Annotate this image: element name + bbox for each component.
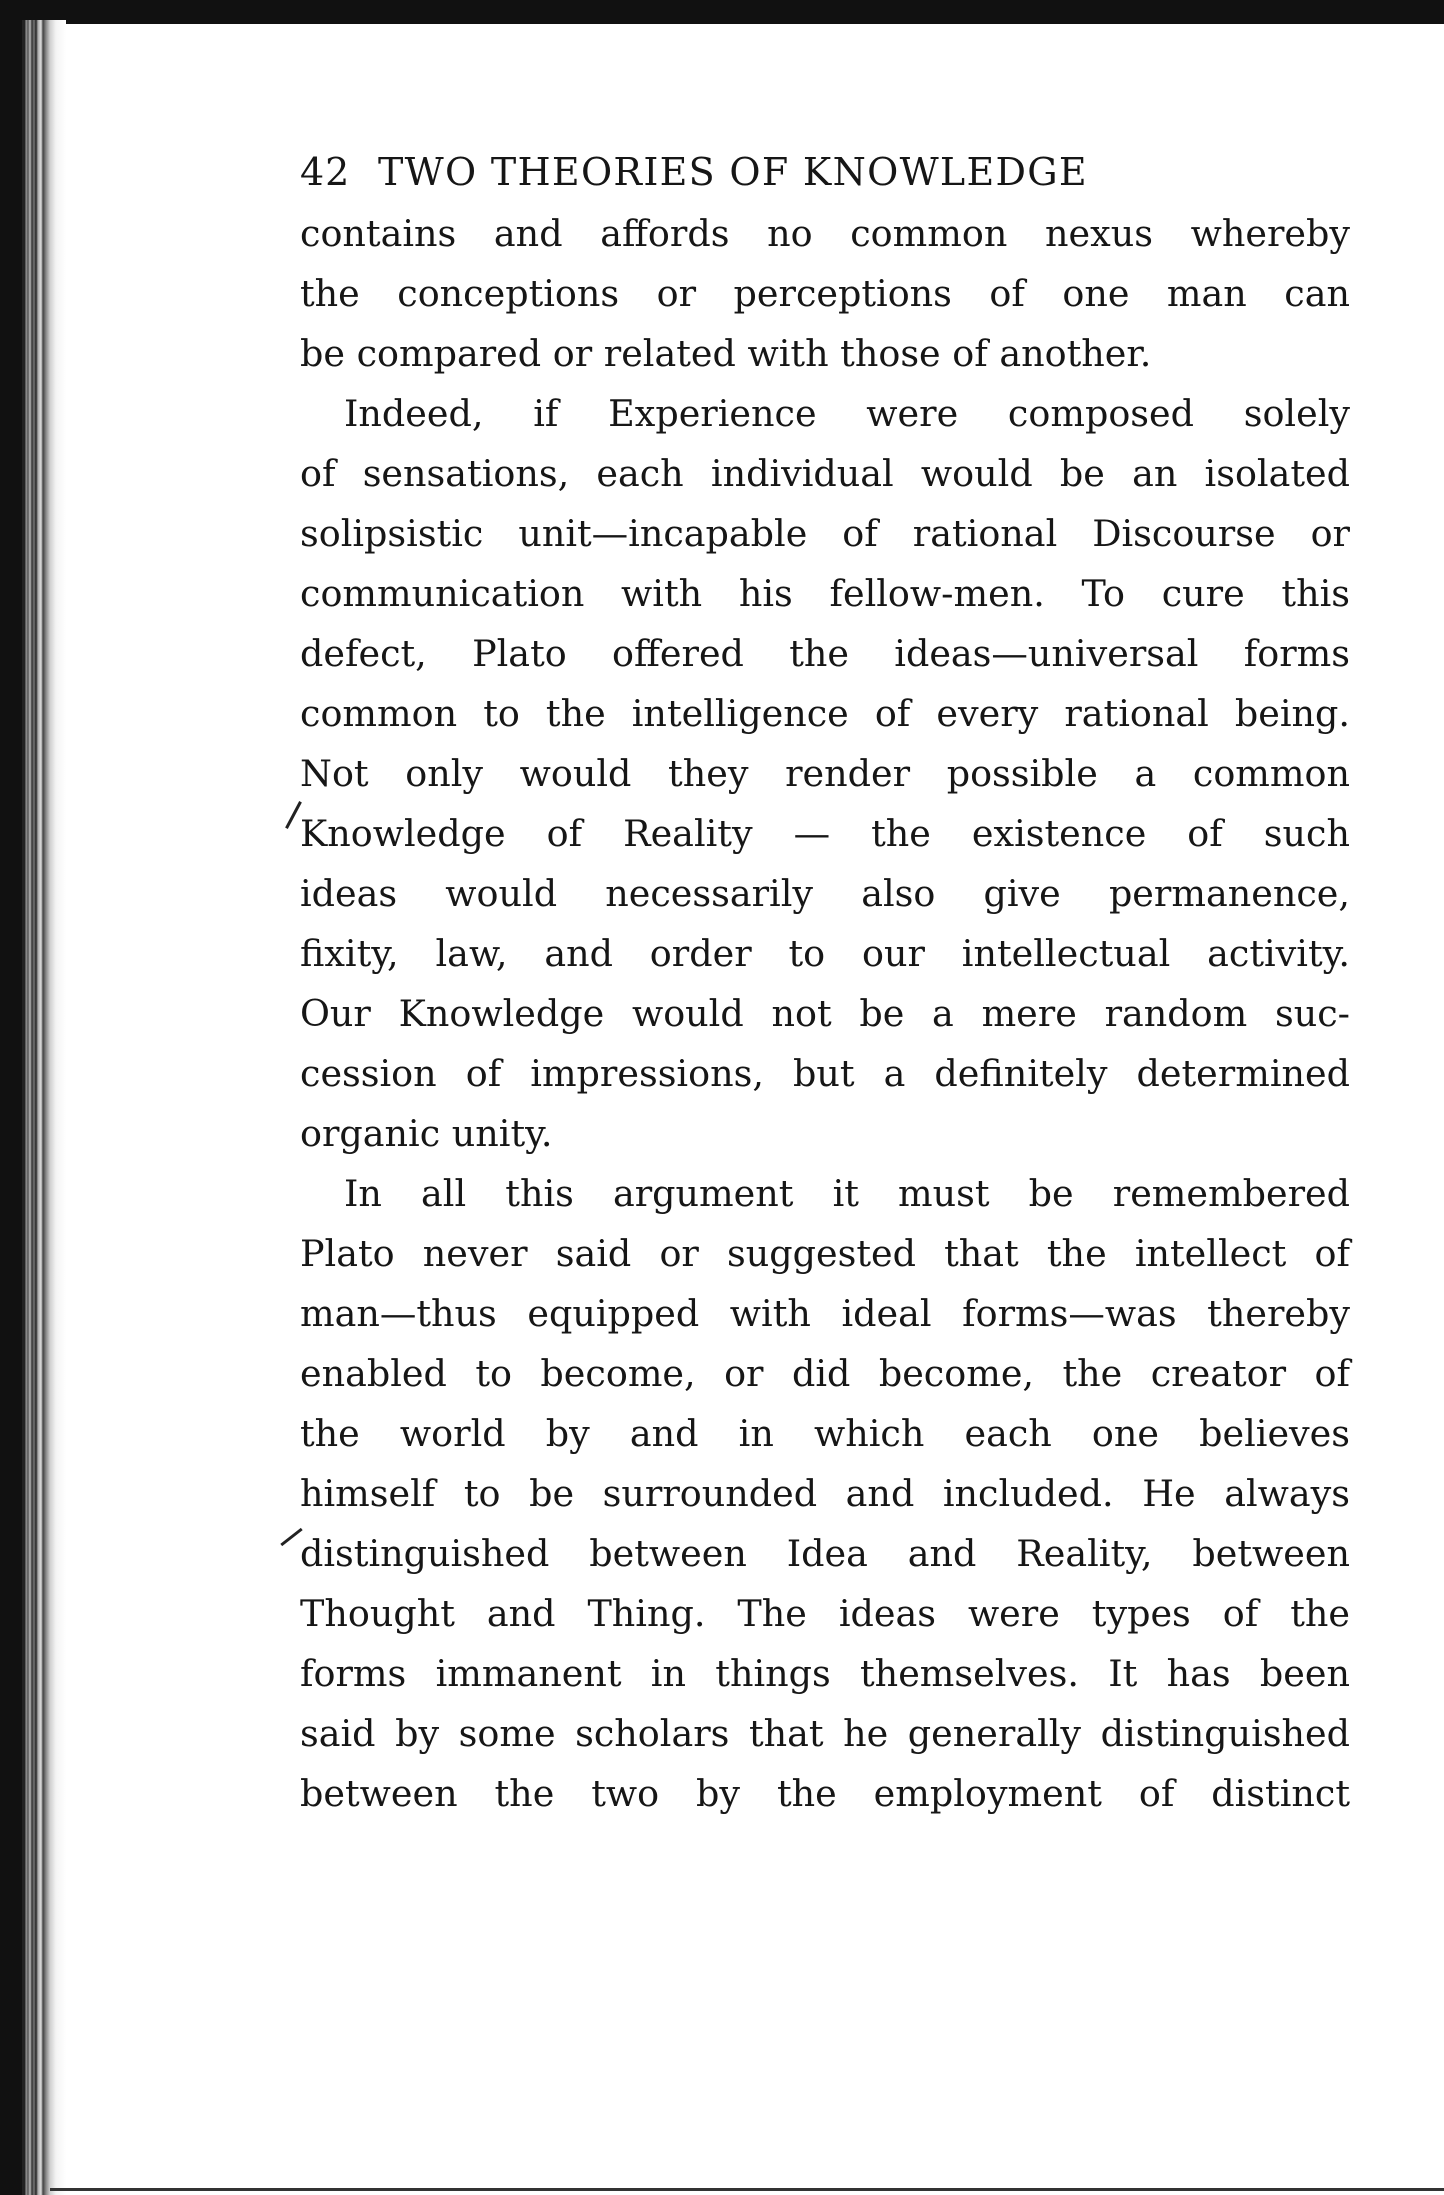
- text-line: cession of impressions, but a definitely determined: [300, 1052, 1350, 1095]
- page-body: [300, 140, 1350, 1824]
- text-line: Knowledge of Reality — the existence of such: [300, 812, 1350, 855]
- text-line: Thought and Thing. The ideas were types of the: [300, 1592, 1350, 1635]
- text-line: between the two by the employment of distinct: [300, 1772, 1350, 1815]
- scan-top-edge: [0, 0, 1444, 24]
- text-line: forms immanent in things themselves. It has been: [300, 1652, 1350, 1695]
- text-line: of sensations, each individual would be an isolated: [300, 452, 1350, 495]
- paragraph-2: [300, 384, 1350, 1164]
- text-line: In all this argument it must be remembered: [344, 1172, 1350, 1215]
- text-line: common to the intelligence of every rational being.: [300, 692, 1350, 735]
- text-line: the conceptions or perceptions of one man can: [300, 272, 1350, 315]
- text-line: Indeed, if Experience were composed solely: [344, 392, 1350, 435]
- text-line: enabled to become, or did become, the creator of: [300, 1352, 1350, 1395]
- text-line: distinguished between Idea and Reality, between: [300, 1532, 1350, 1575]
- paragraph-3: [300, 1164, 1350, 1824]
- running-head: [300, 140, 1350, 204]
- running-head-title: TWO THEORIES OF KNOWLEDGE: [378, 150, 1088, 194]
- text-line: man—thus equipped with ideal forms—was thereby: [300, 1292, 1350, 1335]
- text-line: defect, Plato offered the ideas—universal forms: [300, 632, 1350, 675]
- text-line: fixity, law, and order to our intellectual activity.: [300, 932, 1350, 975]
- text-line: contains and affords no common nexus whereby: [300, 212, 1350, 255]
- text-line: be compared or related with those of another.: [300, 332, 1152, 375]
- text-line: organic unity.: [300, 1112, 553, 1155]
- text-line: the world by and in which each one believes: [300, 1412, 1350, 1455]
- scan-bottom-edge: [50, 2188, 1444, 2191]
- paragraph-1: [300, 204, 1350, 384]
- text-line: solipsistic unit—incapable of rational Discourse or: [300, 512, 1350, 555]
- book-binding-gutter: [22, 20, 66, 2195]
- text-line: Our Knowledge would not be a mere random suc-: [300, 992, 1350, 1035]
- scan-left-edge: [0, 0, 22, 2195]
- text-line: Not only would they render possible a common: [300, 752, 1350, 795]
- text-line: ideas would necessarily also give permanence,: [300, 872, 1350, 915]
- text-line: said by some scholars that he generally distinguished: [300, 1712, 1350, 1755]
- text-line: himself to be surrounded and included. He always: [300, 1472, 1350, 1515]
- text-line: communication with his fellow-men. To cure this: [300, 572, 1350, 615]
- page-number: 42: [300, 150, 351, 194]
- text-line: Plato never said or suggested that the intellect of: [300, 1232, 1350, 1275]
